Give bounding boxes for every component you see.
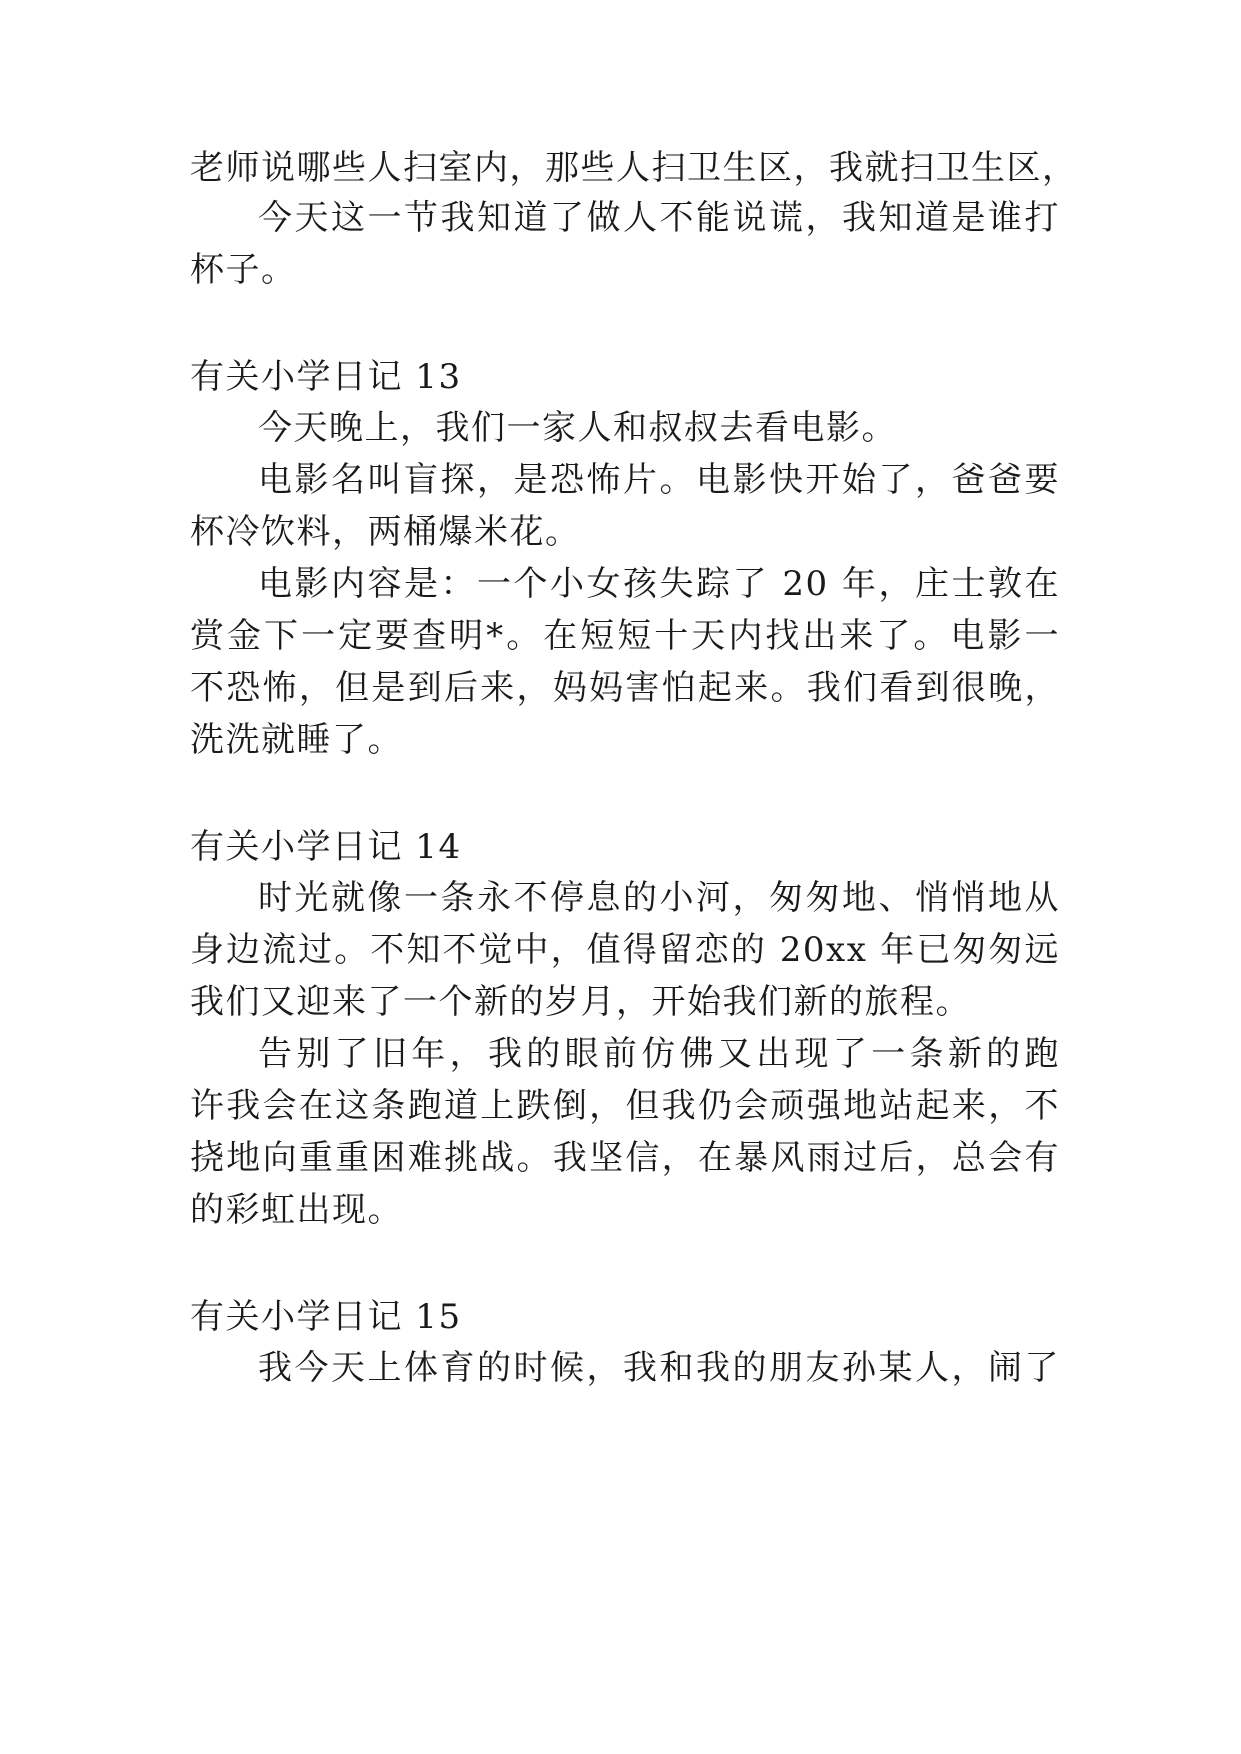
paragraph-line: 我们又迎来了一个新的岁月，开始我们新的旅程。 <box>190 982 971 1022</box>
paragraph-line: 身边流过。不知不觉中，值得留恋的 20xx 年已匆匆远 <box>190 930 1060 970</box>
paragraph-line: 杯子。 <box>190 250 297 290</box>
paragraph-line: 老师说哪些人扫室内，那些人扫卫生区，我就扫卫生区， <box>190 148 1078 188</box>
paragraph-line: 今天这一节我知道了做人不能说谎，我知道是谁打 <box>258 198 1060 238</box>
paragraph-line: 的彩虹出现。 <box>190 1190 403 1230</box>
entry-title-13: 有关小学日记 13 <box>190 357 462 397</box>
paragraph-line: 许我会在这条跑道上跌倒，但我仍会顽强地站起来，不 <box>190 1086 1060 1126</box>
paragraph-line: 时光就像一条永不停息的小河，匆匆地、悄悄地从 <box>258 878 1060 918</box>
paragraph-line: 不恐怖，但是到后来，妈妈害怕起来。我们看到很晚， <box>190 668 1060 708</box>
paragraph-line: 电影名叫盲探，是恐怖片。电影快开始了，爸爸要 <box>258 460 1060 500</box>
paragraph-line: 今天晚上，我们一家人和叔叔去看电影。 <box>258 408 897 448</box>
entry-title-14: 有关小学日记 14 <box>190 827 462 867</box>
paragraph-line: 杯冷饮料，两桶爆米花。 <box>190 512 581 552</box>
paragraph-line: 电影内容是：一个小女孩失踪了 20 年，庄士敦在 <box>258 564 1060 604</box>
paragraph-line: 洗洗就睡了。 <box>190 720 403 760</box>
entry-title-15: 有关小学日记 15 <box>190 1297 462 1337</box>
paragraph-line: 赏金下一定要查明*。在短短十天内找出来了。电影一 <box>190 616 1060 656</box>
paragraph-line: 挠地向重重困难挑战。我坚信，在暴风雨过后，总会有 <box>190 1138 1060 1178</box>
paragraph-line: 我今天上体育的时候，我和我的朋友孙某人，闹了 <box>258 1348 1060 1388</box>
paragraph-line: 告别了旧年，我的眼前仿佛又出现了一条新的跑 <box>258 1034 1060 1074</box>
